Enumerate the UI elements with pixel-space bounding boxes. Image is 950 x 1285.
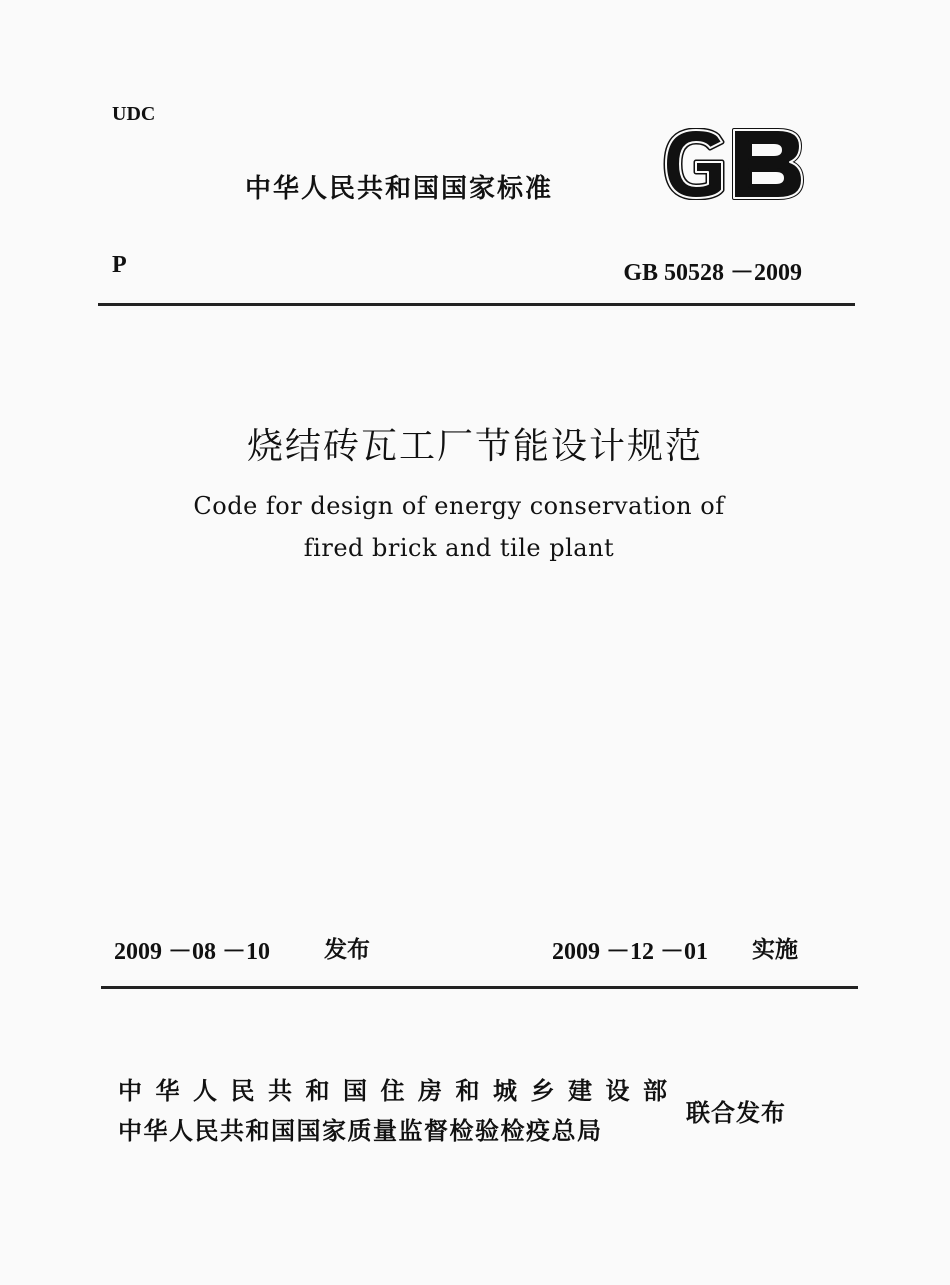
category-code: P: [112, 252, 127, 278]
publisher-line1: 中华人民共和国住房和城乡建设部: [118, 1077, 681, 1105]
title-english-line1: Code for design of energy conservation of: [193, 492, 725, 520]
title-english-line2: fired brick and tile plant: [303, 534, 615, 562]
issue-label: 发布: [324, 937, 370, 963]
implementation-date: 2009 －12 －01: [552, 939, 708, 965]
joint-publish-label: 联合发布: [686, 1099, 786, 1127]
implementation-label: 实施: [752, 937, 798, 963]
publisher-line2: 中华人民共和国国家质量监督检验检疫总局: [118, 1117, 603, 1145]
issue-date: 2009 －08 －10: [114, 939, 270, 965]
udc-label: UDC: [112, 103, 156, 125]
gb-logo-icon: [660, 128, 805, 200]
bottom-divider: [101, 986, 858, 989]
top-divider: [98, 303, 855, 306]
title-chinese: 烧结砖瓦工厂节能设计规范: [246, 426, 703, 467]
national-standard-heading: 中华人民共和国国家标准: [245, 174, 554, 204]
standard-number: GB 50528 －2009: [623, 260, 802, 286]
